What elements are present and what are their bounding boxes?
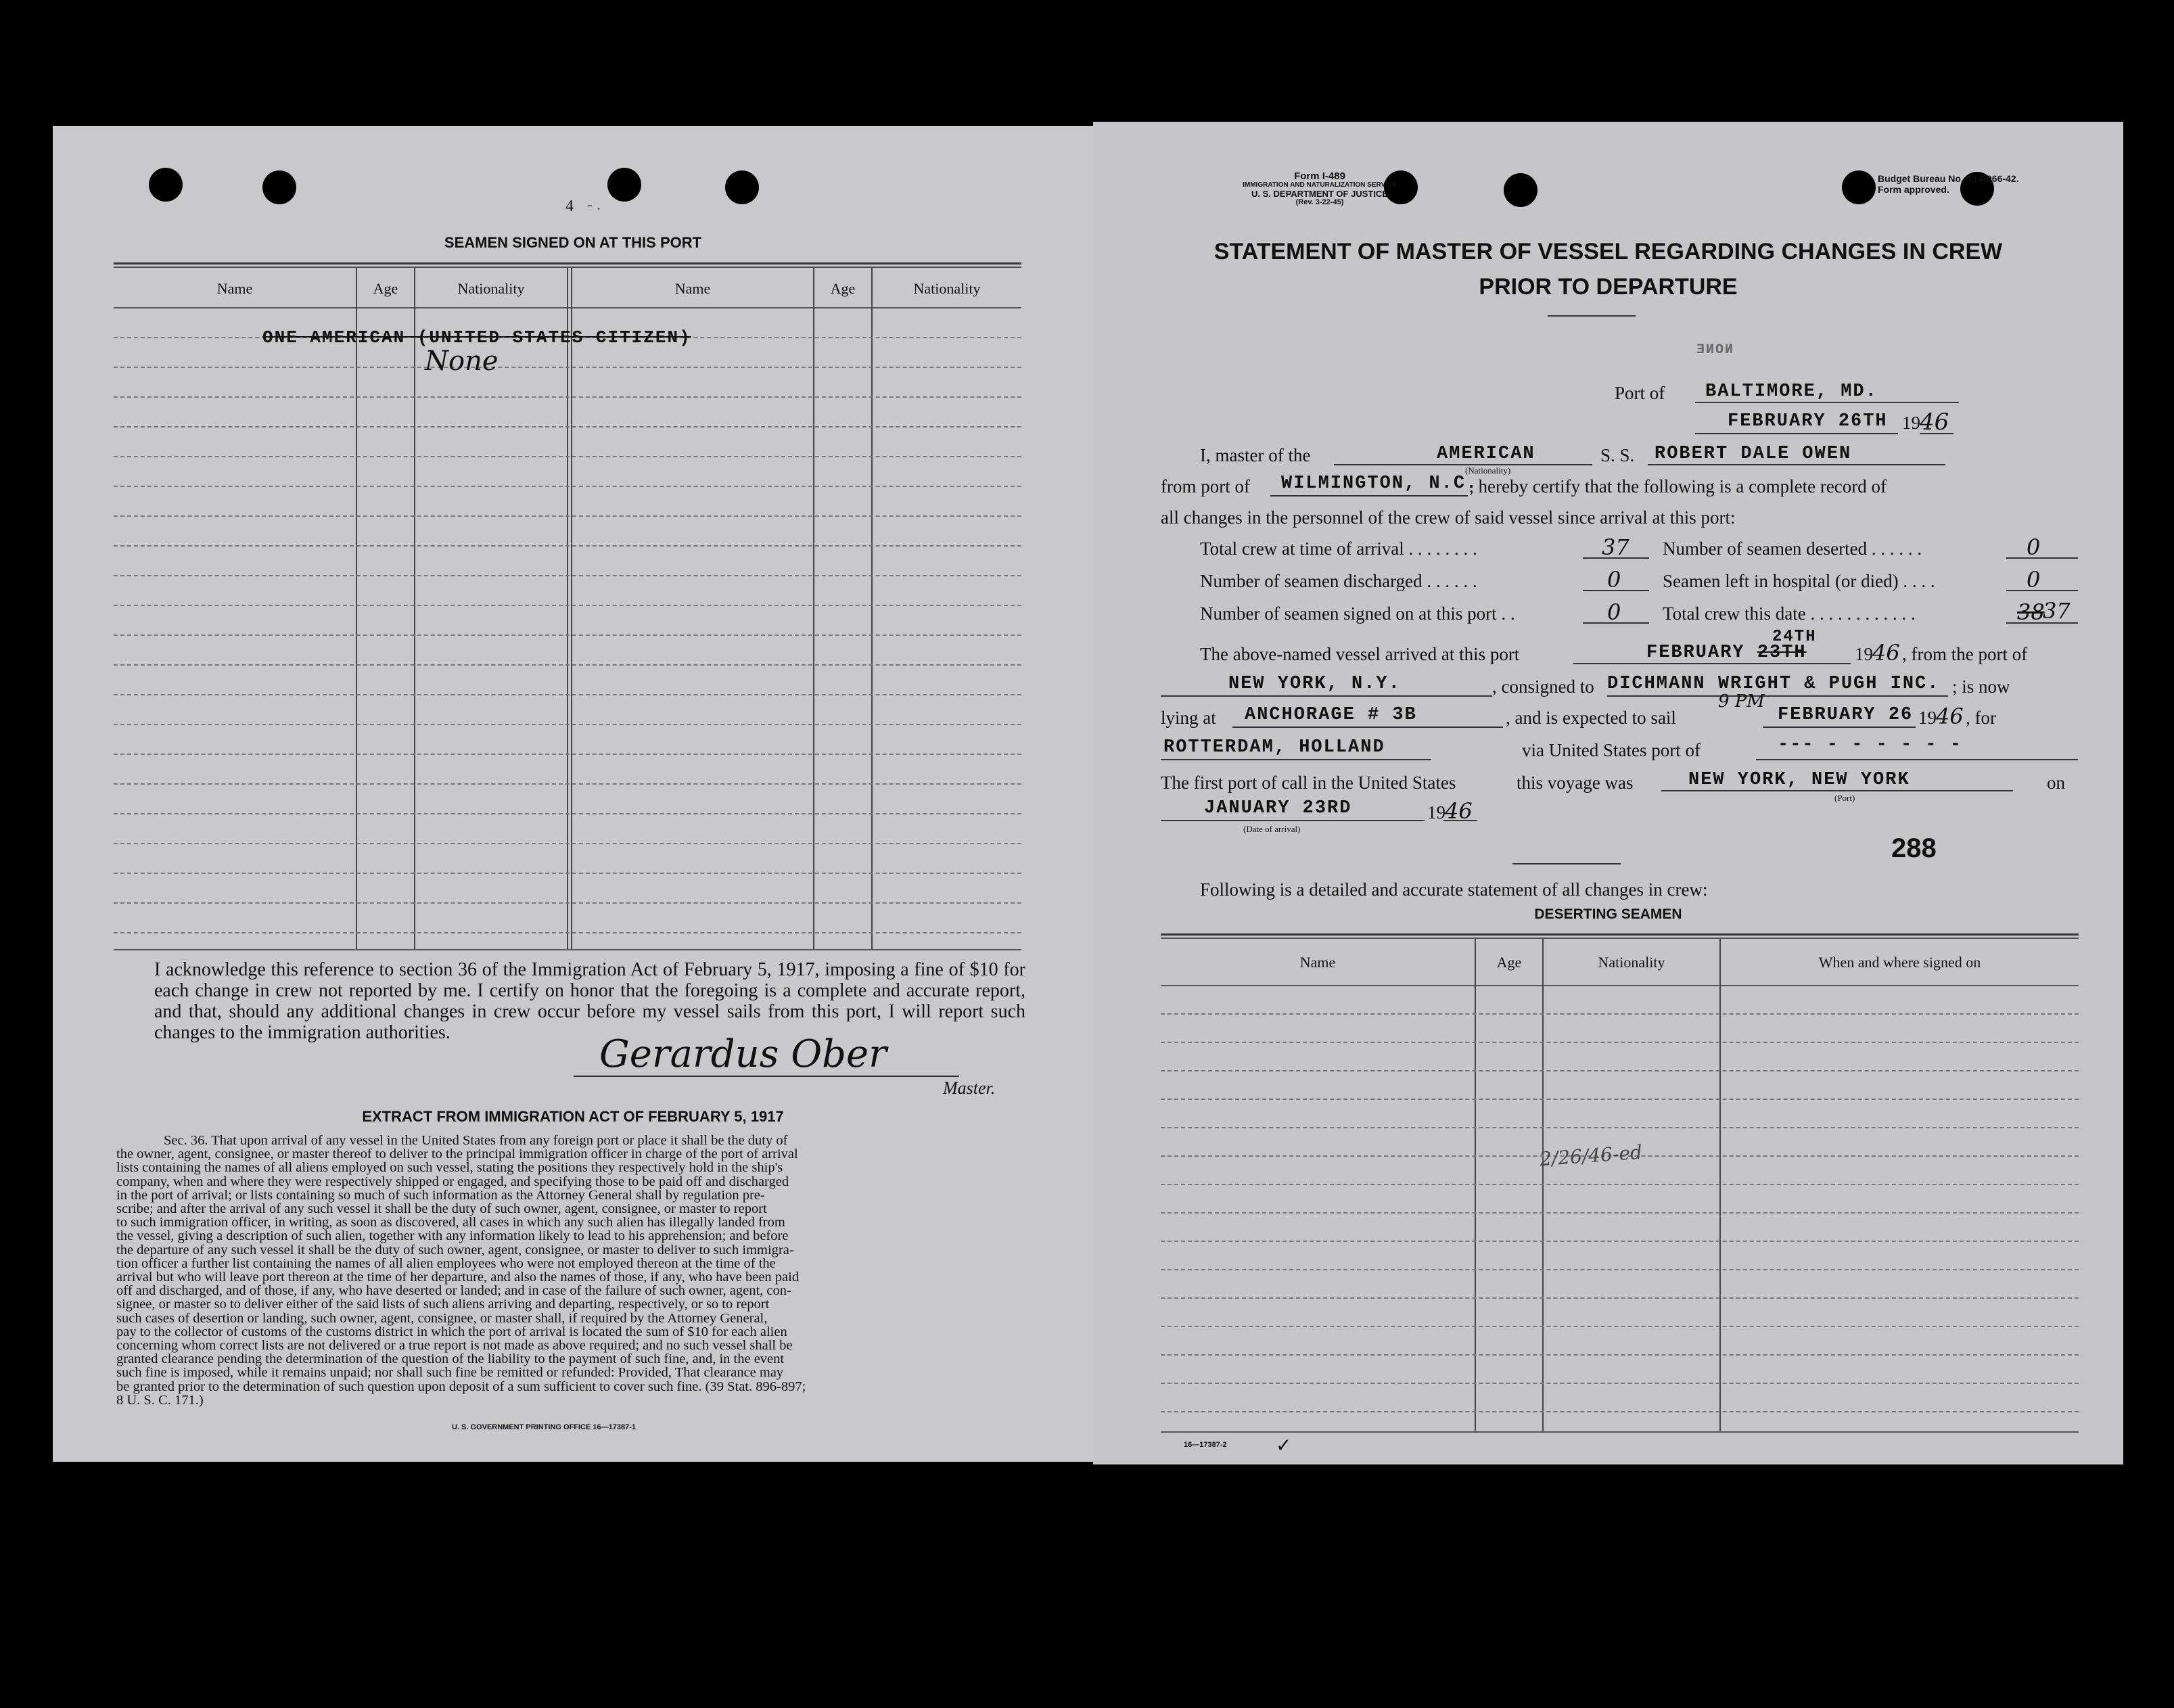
arrived-year: 46 [1872, 640, 1900, 666]
count-value: 0 [2027, 567, 2041, 593]
revision-line: (Rev. 3-22-45) [1295, 198, 1344, 206]
port-label: Port of [1615, 383, 1665, 403]
count-value: 0 [1607, 567, 1621, 593]
budget-line: Budget Bureau No. 43-R066-42. [1878, 173, 2019, 184]
port-caption: (Port) [1834, 793, 1855, 803]
punch-hole-icon [149, 168, 183, 202]
expected-label: , and is expected to sail [1506, 708, 1676, 728]
extract-line: granted clearance pending the determination of the question of the liability to the payment of such fine, and, in the event [116, 1352, 785, 1367]
arrived-struck: 23TH [1757, 643, 1807, 663]
extract-line: to such immigration officer, in writing, as soon as discovered, all cases in which any such alien has illegally landed from [116, 1215, 785, 1230]
count-label: Total crew at time of arrival . . . . . . . . [1200, 538, 1477, 559]
certification-text: I acknowledge this reference to section 36 of the Immigration Act of February 5, 1917, imposing a fine of $10 for each change in crew not reported by me. I certify on honor that the foregoing is a complete and accurate report, and that, should any additional changes in crew occur before my vessel sails from this port, I will report such changes to the immigration authorities. [154, 959, 1025, 1043]
count-label: Number of seamen discharged . . . . . . [1200, 571, 1477, 591]
form-number: Form I-489 [1294, 170, 1345, 182]
is-now-label: ; is now [1952, 676, 2010, 697]
section-title: SEAMEN SIGNED ON AT THIS PORT [444, 234, 702, 251]
extract-line: the owner, agent, consignee, or master thereof to deliver to the principal immigration officer in charge of the port of arrival [116, 1147, 798, 1162]
master-signature: Gerardus Ober [599, 1032, 887, 1076]
year-prefix: 19 [1855, 644, 1873, 664]
page-mark: ‑ . [587, 196, 601, 214]
on-label: on [2047, 772, 2065, 793]
consignee: DICHMANN WRIGHT & PUGH INC. [1607, 674, 1940, 694]
left-page [53, 126, 1093, 1462]
title-line: STATEMENT OF MASTER OF VESSEL REGARDING CHANGES IN CREW [1213, 239, 2003, 264]
agency-line: U. S. DEPARTMENT OF JUSTICE [1251, 189, 1388, 199]
column-header-age: Age [373, 280, 398, 297]
first-port-value: NEW YORK, NEW YORK [1688, 770, 1910, 790]
extract-line: lists containing the names of all aliens employed on such vessel, stating the positions they respectively hold in the ship's [116, 1160, 783, 1176]
extract-line: such fine is imposed, while it remains unpaid; nor shall such fine be remitted or refunded: Provided, That clearance may [116, 1365, 784, 1381]
sail-year: 46 [1936, 703, 1964, 729]
count-value: 0 [2027, 534, 2041, 560]
column-header-age: Age [1496, 954, 1522, 971]
punch-hole-icon [607, 168, 641, 202]
via-value: --- - - - - - - [1778, 735, 1963, 755]
for-label: , for [1966, 708, 1996, 728]
footer-code: 16—17387-2 [1184, 1441, 1227, 1449]
this-voyage-label: this voyage was [1517, 772, 1634, 793]
from-port-value: WILMINGTON, N.C. [1281, 474, 1479, 494]
budget-line: Form approved. [1878, 184, 1949, 195]
year-prefix: 19 [1918, 708, 1937, 728]
consigned-label: , consigned to [1492, 676, 1594, 697]
extract-line: Sec. 36. That upon arrival of any vessel in the United States from any foreign port or place it shall be the duty of [164, 1133, 788, 1148]
date-value: FEBRUARY 26TH [1728, 411, 1888, 432]
extract-line: the vessel, giving a description of such alien, together with any information likely to lead to his apprehension; and before [116, 1228, 789, 1244]
extract-line: company, when and where they were respectively shipped or engaged, and specifying those to be paid off and discharged [116, 1174, 789, 1189]
form-header [1228, 172, 1411, 207]
nationality-caption: (Nationality) [1465, 465, 1511, 476]
title-line: PRIOR TO DEPARTURE [1479, 274, 1738, 300]
year-prefix: 19 [1427, 802, 1446, 823]
punch-hole-icon [725, 170, 759, 204]
vessel-name: ROBERT DALE OWEN [1655, 444, 1852, 464]
origin-port: NEW YORK, N.Y. [1228, 674, 1401, 694]
extract-line: such cases of desertion or landing, such owner, agent, consignee, or master shall, if required by the Attorney General, [116, 1310, 768, 1326]
first-port-label: The first port of call in the United States [1161, 772, 1456, 793]
destination: ROTTERDAM, HOLLAND [1163, 737, 1385, 758]
port-value: BALTIMORE, MD. [1705, 382, 1878, 402]
column-header-nationality: Nationality [457, 280, 525, 297]
lying-at-label: lying at [1161, 708, 1216, 728]
count-value: 37 [1602, 534, 1629, 560]
extract-line: tion officer a further list containing the names of all alien employees who were not employed thereon at the time of the [116, 1255, 776, 1271]
year-prefix: 19 [1902, 413, 1920, 433]
extract-line: off and discharged, and of those, if any, who have deserted or landed; and in case of the failure of such owner, agent, con- [116, 1283, 791, 1299]
extract-title: EXTRACT FROM IMMIGRATION ACT OF FEBRUARY 5, 1917 [362, 1108, 784, 1125]
budget-bureau [1878, 173, 2019, 195]
arrival-date: JANUARY 23RD [1204, 798, 1352, 818]
lying-at-value: ANCHORAGE # 3B [1245, 705, 1417, 725]
extract-line: scribe; and after the arrival of any such vessel it shall be the duty of such owner, agent, consignee, or master to report [116, 1201, 767, 1217]
arrival-year: 46 [1445, 798, 1473, 824]
sail-date: FEBRUARY 26 [1778, 705, 1914, 725]
from-the-port-label: , from the port of [1902, 644, 2028, 664]
checkmark-icon: ✓ [1276, 1435, 1292, 1456]
extract-line: in the port of arrival; or lists containing so much of such information as the Attorney General shall by regulation pre- [116, 1187, 765, 1203]
stamp-number: 288 [1891, 833, 1937, 863]
from-port-label: from port of [1161, 476, 1250, 497]
certify-text: , hereby certify that the following is a complete record of [1469, 476, 1887, 497]
arrived-month: FEBRUARY 23TH [1646, 643, 1807, 663]
punch-hole-icon [262, 170, 296, 204]
count-label: Number of seamen deserted . . . . . . [1663, 538, 1922, 559]
right-page [1093, 122, 2123, 1464]
year-value: 46 [1920, 409, 1949, 436]
column-header-name: Name [674, 280, 711, 297]
extract-line: 8 U. S. C. 171.) [116, 1392, 204, 1408]
deserting-title: DESERTING SEAMEN [1534, 906, 1682, 922]
count-value: 0 [1607, 599, 1621, 625]
count-value: 37 [2043, 598, 2071, 624]
count-label: Total crew this date . . . . . . . . . . . . [1663, 603, 1916, 624]
mirror-stamp: NONE [1695, 342, 1734, 358]
agency-line: IMMIGRATION AND NATURALIZATION SERVICE [1243, 181, 1397, 189]
column-header-nationality: Nationality [1598, 954, 1665, 971]
extract-line: the departure of any such vessel it shall be the duty of such owner, agent, consignee, or master to deliver to such immigra- [116, 1242, 794, 1257]
count-label: Seamen left in hospital (or died) . . . . [1663, 571, 1935, 591]
extract-line: signee, or master so to deliver either of the said lists of such aliens arriving and departing, respectively, or so to report [116, 1297, 770, 1312]
arrived-correction: 24TH [1772, 628, 1817, 646]
extract-line: concerning whom correct lists are not delivered or a true report is not made as above required; and no such vessel shall be [116, 1338, 793, 1354]
following-text: Following is a detailed and accurate statement of all changes in crew: [1200, 879, 1708, 900]
date-caption: (Date of arrival) [1243, 824, 1301, 834]
punch-hole-icon [1842, 170, 1876, 204]
extract-text [116, 1134, 1038, 1407]
certify-text-2: all changes in the personnel of the crew of said vessel since arrival at this port: [1161, 507, 1736, 528]
column-header-name: Name [216, 280, 253, 297]
master-label: Master. [943, 1078, 996, 1098]
nationality-value: AMERICAN [1437, 444, 1535, 464]
via-label: via United States port of [1522, 740, 1701, 760]
sail-time-note: 9 PM [1718, 691, 1765, 712]
column-header-nationality: Nationality [913, 280, 981, 297]
master-of-label: I, master of the [1200, 445, 1311, 465]
form-title [1093, 234, 2123, 304]
handwritten-note: 2/26/46-ed [1539, 1140, 1643, 1171]
ss-label: S. S. [1600, 445, 1635, 465]
punch-hole-icon [1504, 173, 1537, 207]
count-label: Number of seamen signed on at this port . . [1200, 603, 1515, 624]
typed-entry-struck: ONE AMERICAN (UNITED STATES CITIZEN) [262, 327, 691, 348]
arrived-label: The above-named vessel arrived at this port [1200, 644, 1520, 664]
count-value-struck: 38 [2017, 599, 2045, 625]
extract-line: pay to the collector of customs of the customs district in which the port of arrival is located the sum of $10 for each alien [116, 1324, 787, 1339]
column-header-name: Name [1299, 954, 1336, 971]
page-number: 4 [565, 198, 574, 215]
extract-line: arrival but who will leave port thereon at the time of her departure, and also the names of those, if any, who have been paid [116, 1270, 800, 1285]
handwritten-none: None [425, 346, 499, 377]
extract-line: be granted prior to the determination of such question upon deposit of a sum sufficient to cover such fine. (39 Stat. 896-897; [116, 1379, 806, 1394]
column-header-age: Age [830, 280, 856, 297]
printer-line: U. S. GOVERNMENT PRINTING OFFICE 16—17387-1 [452, 1423, 637, 1431]
column-header-when-where: When and where signed on [1818, 954, 1981, 971]
